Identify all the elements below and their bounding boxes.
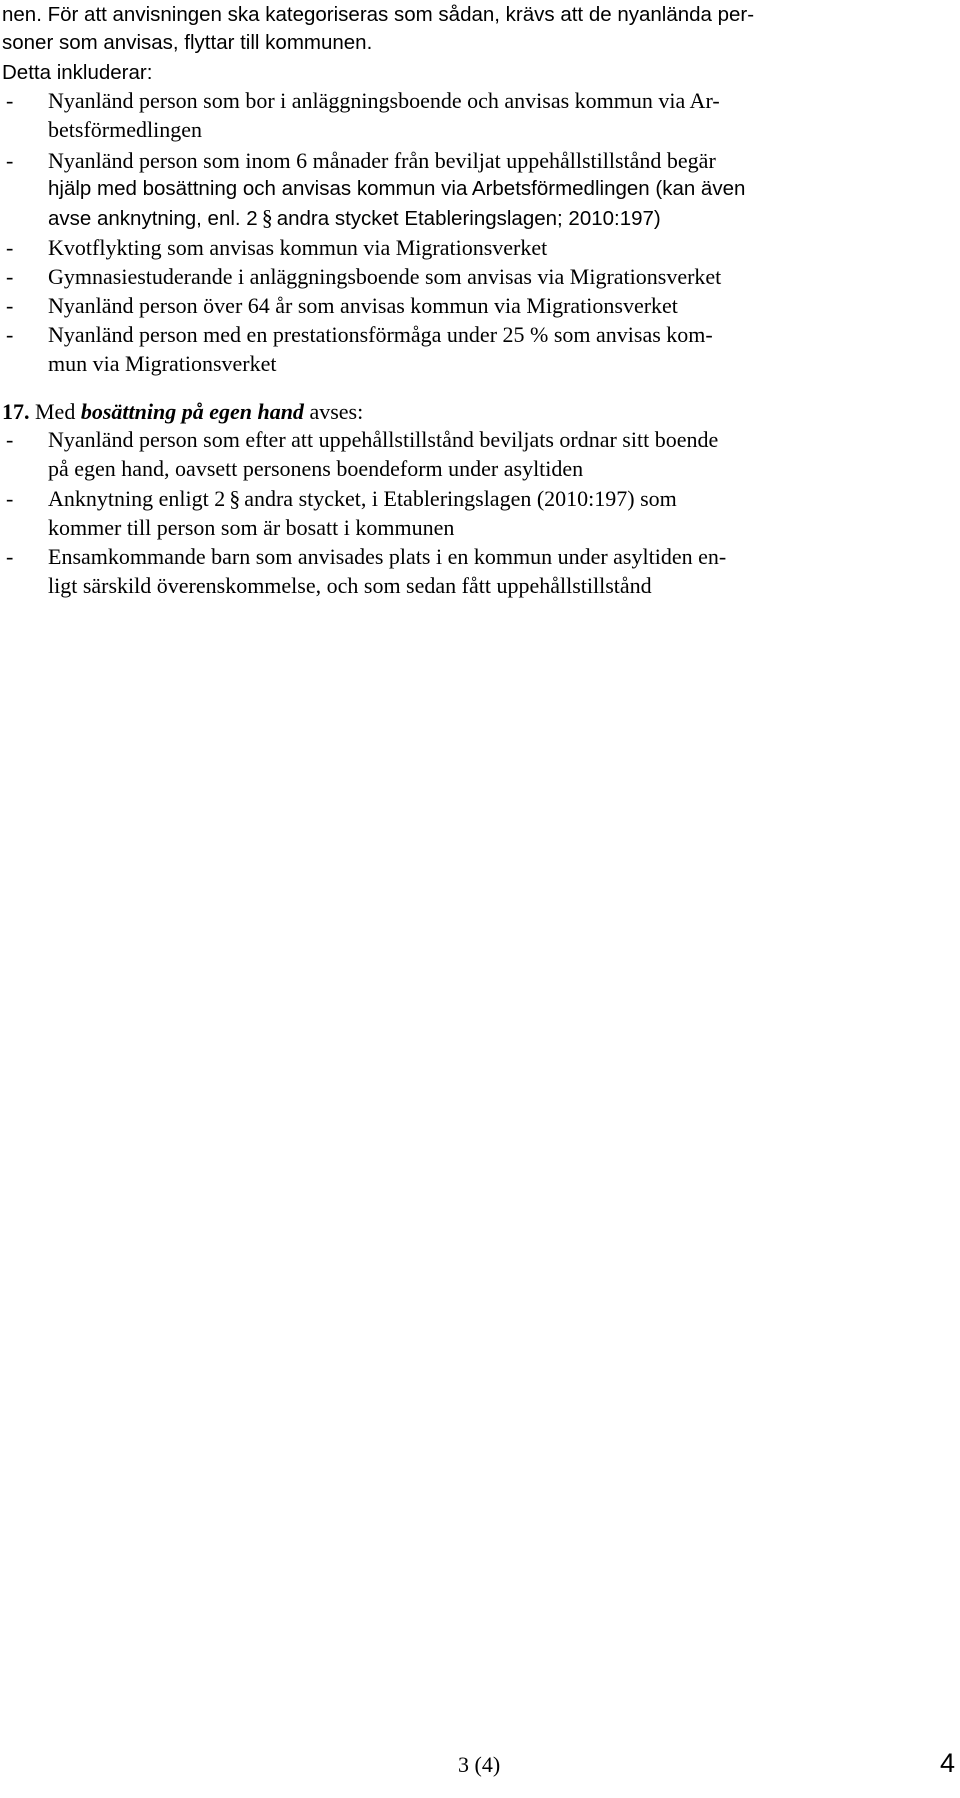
list-item-text bbox=[48, 484, 677, 514]
list-item-text: Nyanländ person som bor i anläggningsboende och anvisas kommun via Ar- bbox=[48, 88, 720, 113]
section-lead: Med bbox=[35, 399, 76, 424]
section-number: 17. bbox=[2, 399, 30, 424]
page-number: 3 (4) bbox=[458, 1752, 501, 1777]
list-item-text: mun via Migrationsverket bbox=[48, 351, 277, 376]
list-dash: - bbox=[6, 235, 14, 260]
list-dash: - bbox=[6, 427, 14, 452]
list-dash: - bbox=[6, 544, 14, 569]
list-item-text: Gymnasiestuderande i anläggningsboende som anvisas via Migrationsverket bbox=[48, 264, 722, 289]
intro-line-3: Detta inkluderar: bbox=[2, 61, 153, 84]
list-dash: - bbox=[6, 293, 14, 318]
list-item-text: Nyanländ person som efter att uppehållstillstånd beviljats ordnar sitt boende bbox=[48, 427, 719, 452]
list-item-text: Kvotflykting som anvisas kommun via Migrationsverket bbox=[48, 235, 548, 260]
section-heading bbox=[2, 397, 363, 427]
list-item-text: på egen hand, oavsett personens boendeform under asyltiden bbox=[48, 456, 584, 481]
list-dash: - bbox=[6, 486, 14, 511]
corner-page-number: 4 bbox=[940, 1748, 956, 1778]
list-dash: - bbox=[6, 88, 14, 113]
list-item-text: kommer till person som är bosatt i kommunen bbox=[48, 515, 455, 540]
list-item-text: Nyanländ person över 64 år som anvisas kommun via Migrationsverket bbox=[48, 293, 678, 318]
list-item-text: Nyanländ person med en prestationsförmåga under 25 % som anvisas kom- bbox=[48, 322, 713, 347]
list-item-text-part: andra stycket Etableringslagen; 2010:197) bbox=[276, 207, 661, 230]
list-item-text-part: Anknytning enligt 2 bbox=[48, 486, 226, 511]
list-dash: - bbox=[6, 264, 14, 289]
section-symbol: § bbox=[229, 486, 241, 511]
list-item-text-part: avse anknytning, enl. 2 bbox=[48, 207, 258, 230]
intro-line-1: nen. För att anvisningen ska kategoriseras som sådan, krävs att de nyanlända per- bbox=[2, 3, 755, 26]
list-item-text: hjälp med bosättning och anvisas kommun via Arbetsförmedlingen (kan även bbox=[48, 177, 746, 200]
list-dash: - bbox=[6, 322, 14, 347]
list-item-text: Nyanländ person som inom 6 månader från beviljat uppehållstillstånd begär bbox=[48, 148, 716, 173]
list-item-text: betsförmedlingen bbox=[48, 117, 202, 142]
intro-line-2: soner som anvisas, flyttar till kommunen. bbox=[2, 31, 373, 54]
section-tail: avses: bbox=[309, 399, 364, 424]
list-dash: - bbox=[6, 148, 14, 173]
section-symbol: § bbox=[261, 205, 273, 230]
section-term: bosättning på egen hand bbox=[80, 399, 304, 424]
list-item-text: Ensamkommande barn som anvisades plats i en kommun under asyltiden en- bbox=[48, 544, 727, 569]
list-item-text bbox=[48, 203, 661, 234]
list-item-text-part: andra stycket, i Etableringslagen (2010:197) som bbox=[244, 486, 677, 511]
list-item-text: ligt särskild överenskommelse, och som sedan fått uppehållstillstånd bbox=[48, 573, 652, 598]
